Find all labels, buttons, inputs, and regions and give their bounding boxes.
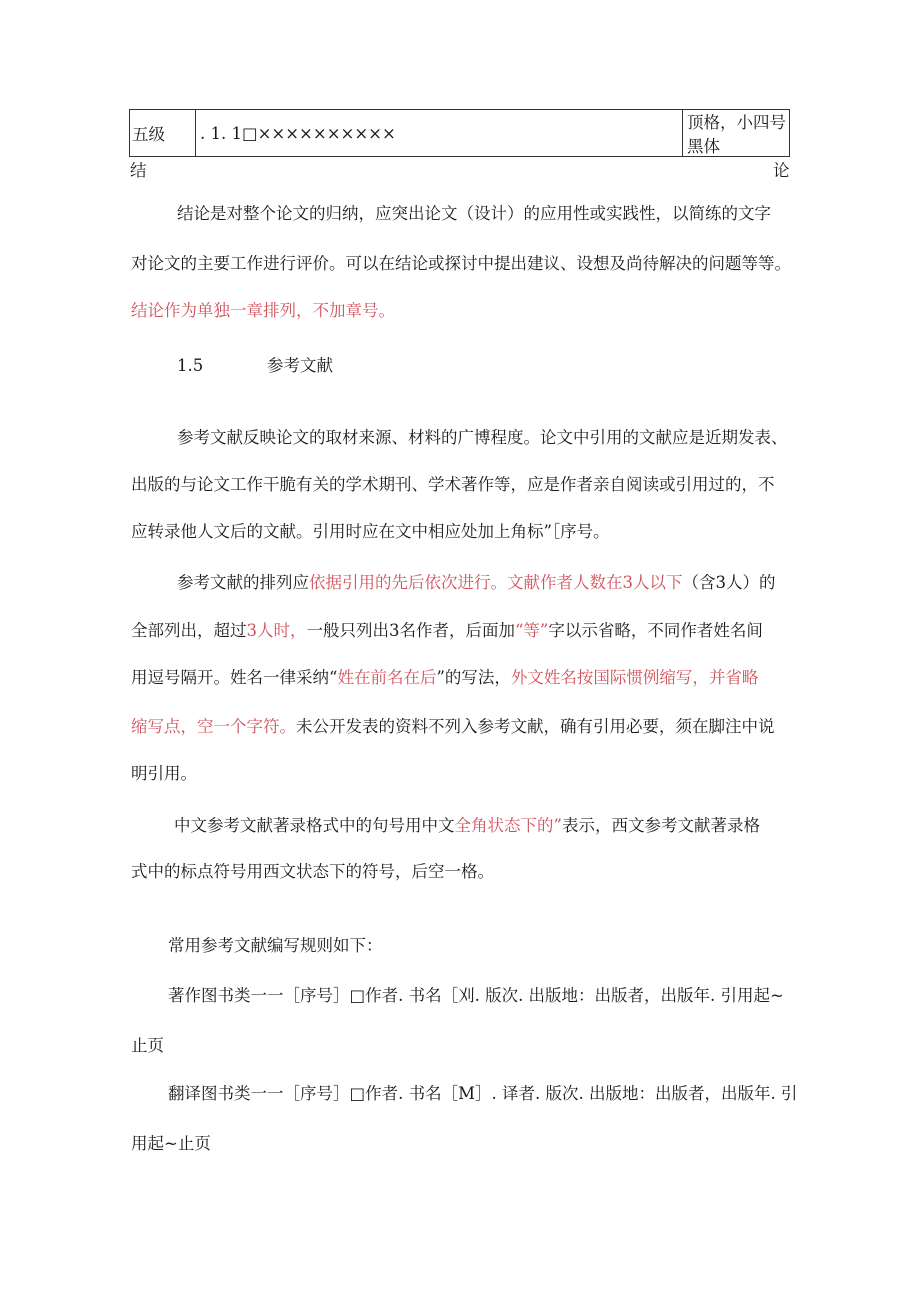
highlight: 全角状态下的” bbox=[454, 816, 562, 835]
para2-line-5: 明引用。 bbox=[131, 764, 197, 783]
text: 参考文献的排列应 bbox=[177, 573, 309, 592]
highlight: 献作者人数在3人以下 bbox=[523, 573, 683, 592]
conclusion-line-3: 结论作为单独一章排列，不加章号。 bbox=[131, 301, 395, 320]
para1-line-1: 参考文献反映论文的取材来源、材料的广博程度。论文中引用的文献应是近期发表、 bbox=[177, 428, 788, 447]
conclusion-heading-left: 结 bbox=[130, 161, 147, 180]
table-cell-level: 五级 bbox=[130, 110, 196, 156]
text: 表示，西文参考文献著录格 bbox=[561, 816, 760, 835]
rule-book-line-1: 著作图书类一一［序号］□作者. 书名［刈. 版次. 出版地：出版者，出版年. 引用起~ bbox=[168, 986, 784, 1005]
para2-line-2 bbox=[131, 621, 763, 641]
text: 中文参考文献著录格式中的句号用中文 bbox=[174, 816, 455, 835]
para2-line-4 bbox=[131, 717, 775, 737]
highlight: “等” bbox=[515, 621, 549, 640]
text: ”的写法， bbox=[436, 668, 511, 687]
conclusion-heading-right: 论 bbox=[773, 161, 790, 180]
para2-line-1 bbox=[177, 573, 776, 593]
text: 字以示省略，不同作者姓名间 bbox=[548, 621, 763, 640]
text: 一般只列出3名作者，后面加 bbox=[306, 621, 515, 640]
section-number: 1.5 bbox=[177, 356, 204, 375]
highlight: 姓在前名在后 bbox=[337, 668, 437, 687]
highlight: 3人时， bbox=[246, 621, 307, 640]
text: 全部列出，超过 bbox=[131, 621, 247, 640]
rule-translation-line-2: 用起~止页 bbox=[131, 1134, 211, 1153]
text: 未公开发表的资料不列入参考文献，确有引用必要，须在脚注中说 bbox=[296, 717, 775, 736]
para1-line-2: 出版的与论文工作干脆有关的学术期刊、学术著作等，应是作者亲自阅读或引用过的，不 bbox=[131, 475, 775, 494]
rule-book-line-2: 止页 bbox=[131, 1036, 164, 1055]
para1-line-3: 应转录他人文后的文献。引用时应在文中相应处加上角标”［序号。 bbox=[131, 522, 610, 541]
rules-intro: 常用参考文献编写规则如下： bbox=[168, 936, 383, 955]
para2-line-3 bbox=[131, 668, 758, 688]
para3-line-2: 式中的标点符号用西文状态下的符号，后空一格。 bbox=[131, 862, 494, 881]
rule-translation-line-1: 翻译图书类一一［序号］□作者. 书名［M］. 译者. 版次. 出版地：出版者，出版年. 引 bbox=[168, 1084, 798, 1103]
heading-level-table bbox=[129, 109, 790, 157]
highlight: 依据引用的先后依次进行。文 bbox=[309, 573, 524, 592]
conclusion-line-1: 结论是对整个论文的归纳，应突出论文（设计）的应用性或实践性，以简练的文字 bbox=[177, 204, 771, 223]
text: 用逗号隔开。姓名一律采纳“ bbox=[131, 668, 338, 687]
section-title: 参考文献 bbox=[267, 356, 333, 375]
para3-line-1 bbox=[174, 816, 760, 836]
highlight: 外文姓名按国际惯例缩写，并省略 bbox=[510, 668, 759, 687]
table-cell-example: . 1. 1□×××××××××× bbox=[196, 110, 683, 156]
table-cell-format: 顶格，小四号黑体 bbox=[687, 113, 786, 156]
text: （含3人）的 bbox=[682, 573, 776, 592]
highlight: 缩写点，空一个字符。 bbox=[131, 717, 296, 736]
conclusion-line-2: 对论文的主要工作进行评价。可以在结论或探讨中提出建议、设想及尚待解决的问题等等。 bbox=[131, 254, 791, 273]
